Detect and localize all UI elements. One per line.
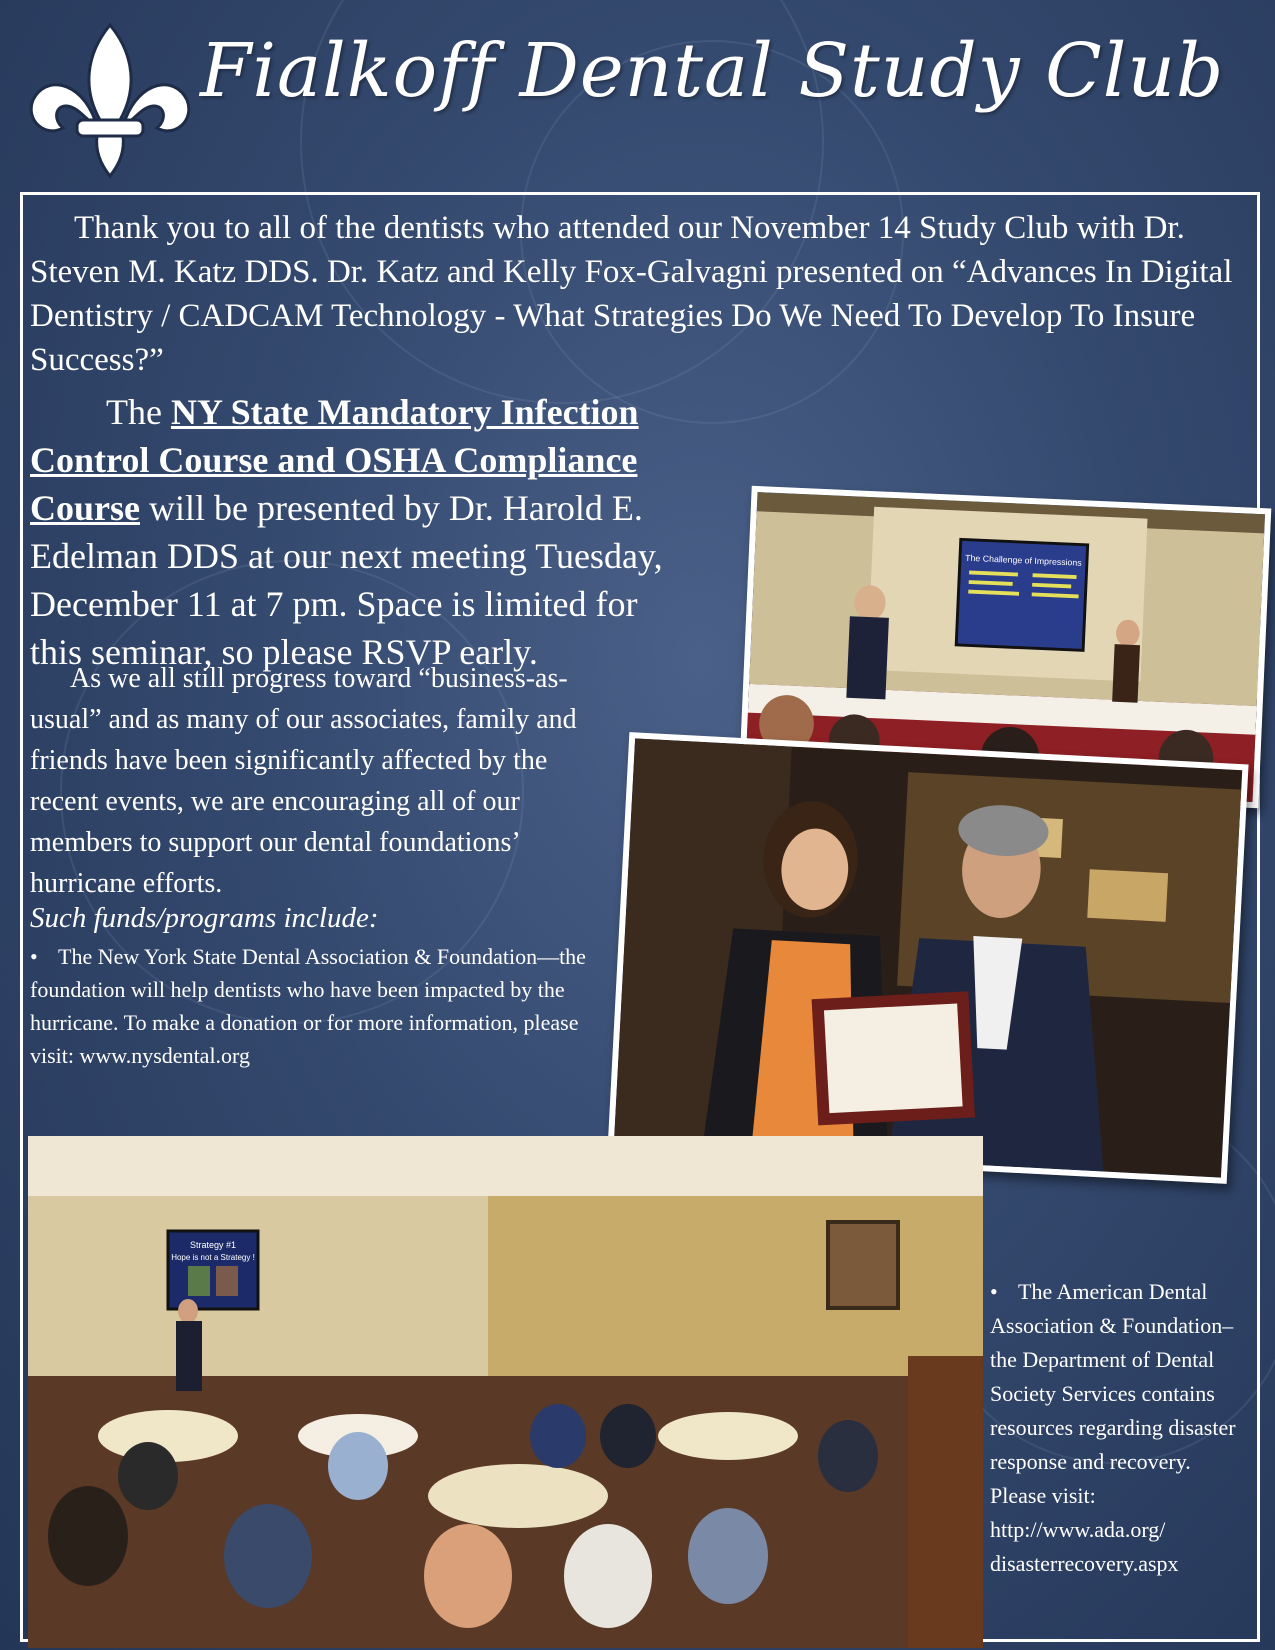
bullet-icon: • — [990, 1279, 998, 1304]
intro-paragraph: Thank you to all of the dentists who attended our November 14 Study Club with Dr. Steven M. Katz DDS. Dr. Katz and Kelly Fox-Galvagni presented on “Advances In Digital Dentistry / CADCAM Technology - What Strategies Do We Need To Develop To Insure Success?” — [30, 210, 1233, 378]
course-details: will be presented by Dr. Harold E. Edelman DDS at our next meeting Tuesday, December 11 at 7 pm. Space is limited for this seminar, so please RSVP early. — [30, 488, 663, 672]
slide-title: The Challenge of Impressions — [964, 552, 1082, 568]
slide-line-1: Strategy #1 — [189, 1240, 237, 1250]
program-text: The American Dental Association & Foundation– the Department of Dental Society Services contains resources regarding disaster response and recovery. Please visit: http://www.ada.org/ disasterrecovery.aspx — [990, 1279, 1236, 1576]
page-title: Fialkoff Dental Study Club — [200, 28, 1225, 114]
fleur-de-lis-icon — [25, 20, 195, 180]
program-item-nysda — [30, 940, 605, 1072]
header — [0, 0, 1275, 190]
slide-line-2: Hope is not a Strategy ! — [171, 1253, 255, 1262]
course-title: NY State Mandatory Infection Control Course and OSHA Compliance Course — [30, 392, 639, 528]
support-paragraph — [30, 658, 620, 904]
course-prefix: The — [106, 392, 171, 432]
funds-heading: Such funds/programs include: — [30, 902, 379, 934]
event-room-photo — [28, 1136, 983, 1648]
program-item-ada — [990, 1275, 1248, 1581]
program-text: The New York State Dental Association & Foundation—the foundation will help dentists who have been impacted by the hurricane. To make a donation or for more information, please visit: www.nysdental.org — [30, 944, 586, 1068]
bullet-icon: • — [30, 944, 38, 969]
support-text: As we all still progress toward “business-as-usual” and as many of our associates, family and friends have been significantly affected by the recent events, we are encouraging all of our members to support our dental foundations’ hurricane efforts. — [30, 663, 577, 899]
award-photo — [607, 732, 1248, 1184]
